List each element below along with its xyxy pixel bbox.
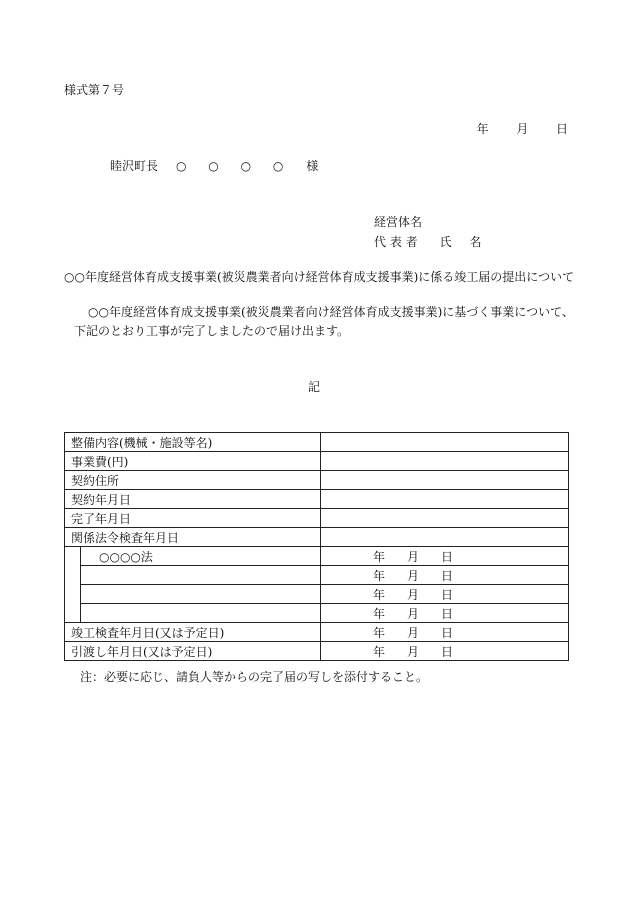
row-label: 竣工検査年月日(又は予定日)	[65, 623, 321, 642]
row-label: 整備内容(機械・施設等名)	[65, 433, 321, 452]
applicant-block	[374, 212, 481, 252]
subject-line: ○○年度経営体育成支援事業(被災農業者向け経営体育成支援事業)に係る竣工届の提出について	[64, 270, 575, 284]
date-year: 年	[476, 122, 489, 136]
date-cell: 年 月 日	[321, 642, 569, 661]
table-row	[65, 623, 569, 642]
date-cell: 年 月 日	[321, 566, 569, 585]
table-row	[65, 471, 569, 490]
table-row	[65, 509, 569, 528]
sub-row-label	[81, 604, 321, 623]
row-label: 引渡し年月日(又は予定日)	[65, 642, 321, 661]
table-row	[65, 566, 569, 585]
date-month: 月	[516, 122, 529, 136]
body-line-2: 下記のとおり工事が完了しましたので届け出ます。	[74, 324, 350, 338]
date-line	[477, 120, 568, 137]
row-label: 完了年月日	[65, 509, 321, 528]
table-row	[65, 490, 569, 509]
table-row	[65, 528, 569, 547]
table-row	[65, 642, 569, 661]
table-row	[65, 547, 569, 566]
table-row	[65, 452, 569, 471]
addressee-name: ○ ○ ○ ○	[176, 159, 293, 173]
ki-heading: 記	[308, 380, 321, 394]
detail-table	[64, 432, 569, 661]
table-row	[65, 604, 569, 623]
applicant-rep-label: 代 表 者	[374, 235, 418, 249]
addressee-title: 睦沢町長	[110, 159, 159, 173]
row-value	[321, 452, 569, 471]
row-value	[321, 471, 569, 490]
indent-spacer	[65, 585, 81, 604]
sub-row-label: ○○○○法	[81, 547, 321, 566]
row-value	[321, 528, 569, 547]
row-value	[321, 433, 569, 452]
date-cell: 年 月 日	[321, 604, 569, 623]
sub-row-label	[81, 585, 321, 604]
applicant-rep-row	[374, 232, 481, 252]
date-cell: 年 月 日	[321, 585, 569, 604]
table-row	[65, 433, 569, 452]
indent-spacer	[65, 604, 81, 623]
addressee	[110, 157, 318, 174]
sub-row-label	[81, 566, 321, 585]
date-cell: 年 月 日	[321, 623, 569, 642]
row-label: 事業費(円)	[65, 452, 321, 471]
row-label: 関係法令検査年月日	[65, 528, 321, 547]
date-cell: 年 月 日	[321, 547, 569, 566]
table-row	[65, 585, 569, 604]
applicant-org-label: 経営体名	[374, 215, 423, 229]
indent-spacer	[65, 566, 81, 585]
footnote: 注：必要に応じ、請負人等からの完了届の写しを添付すること。	[80, 670, 429, 684]
body-line-1: ○○年度経営体育成支援事業(被災農業者向け経営体育成支援事業)に基づく事業について、	[88, 305, 574, 319]
row-label: 契約年月日	[65, 490, 321, 509]
applicant-name-label: 氏 名	[439, 235, 482, 249]
row-label: 契約住所	[65, 471, 321, 490]
date-day: 日	[555, 122, 568, 136]
addressee-honorific: 様	[306, 159, 319, 173]
body-text	[64, 303, 574, 341]
row-value	[321, 509, 569, 528]
indent-spacer	[65, 547, 81, 566]
row-value	[321, 490, 569, 509]
form-number: 様式第７号	[64, 83, 125, 97]
